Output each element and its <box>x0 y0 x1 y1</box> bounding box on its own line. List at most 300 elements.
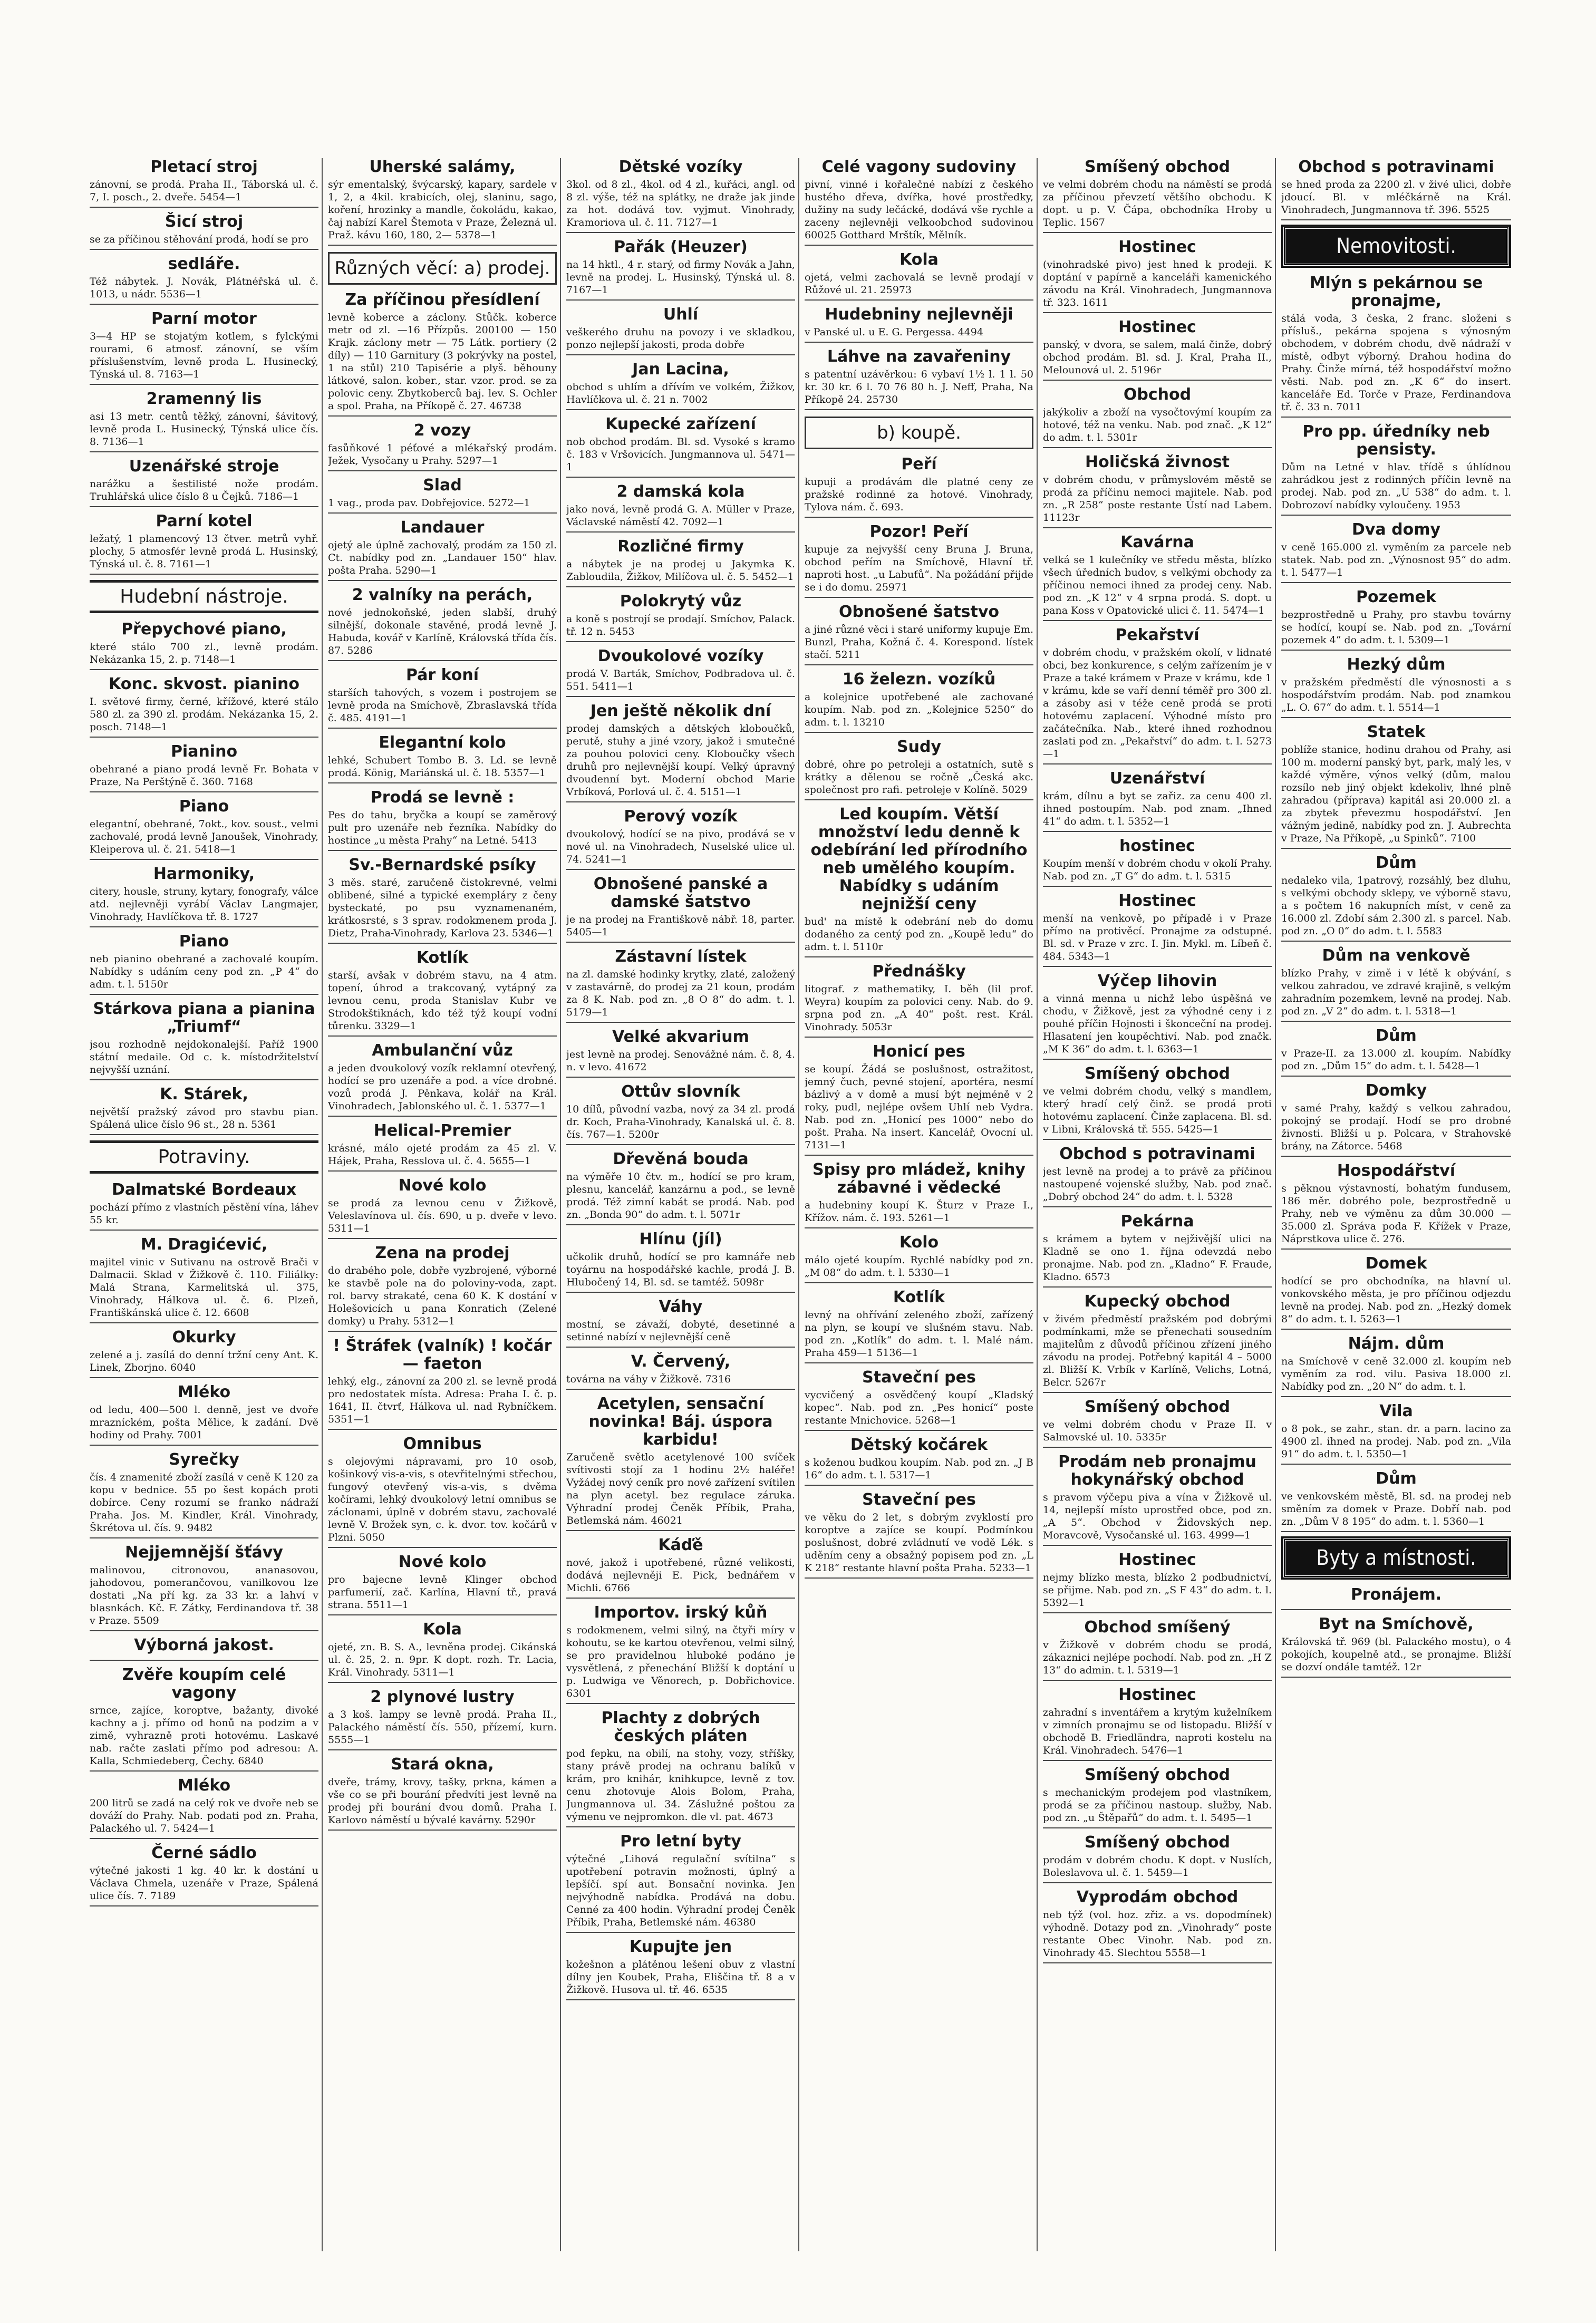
ad-title: Vyprodám obchod <box>1076 1888 1239 1906</box>
ad-title: Staveční pes <box>862 1368 976 1387</box>
ad-text: jest levně na prodej. Senovážné nám. č. 8, 4. n. v levo. 41672 <box>566 1049 795 1073</box>
classified-ad <box>90 743 318 792</box>
classified-ad <box>1281 1586 1511 1610</box>
column-2 <box>328 158 561 2251</box>
classified-ad <box>805 1234 1033 1283</box>
classified-ad <box>566 875 795 943</box>
ad-text: asi 13 metr. centů těžký, zánovní, šávitový, levně proda L. Husinecký, Týnská ulice čís. 8. 7136—1 <box>90 411 318 448</box>
ad-text: prodá V. Barták, Smíchov, Podbradova ul. č. 551. 5411—1 <box>566 668 795 692</box>
ad-text: a hudebniny koupí K. Šturz v Praze I., Křížov. nám. č. 193. 5261—1 <box>805 1199 1033 1224</box>
ad-title: sedláře. <box>168 255 240 273</box>
ad-text: neb pianino obehrané a zachovalé koupím. Nabídky s udáním ceny pod zn. „P 4“ do adm. t. l. 5150r <box>90 953 318 990</box>
ad-title: Plachty z dobrých českých pláten <box>601 1709 760 1745</box>
ad-title: Smíšený obchod <box>1084 158 1231 176</box>
ad-text: s pravom výčepu piva a vína v Žižkově ul. 14, nejlepší místo uprostřed obce, pod zn. „A 5“. Obchod v Židovských nep. Moravcově, Vysočanské ul. 163. 4999—1 <box>1043 1492 1272 1541</box>
ad-text: dveře, trámy, krovy, tašky, prkna, kámen a vše co se při bourání předvíti jest levně na prodej při bourání dvou domů. Praha I. Karlovo náměstí u bývalé kavárny. 5290r <box>328 1776 557 1826</box>
ad-title: 2 vozy <box>413 421 471 440</box>
ad-title: Dům <box>1376 1469 1417 1488</box>
ad-title: Rozličné firmy <box>617 537 744 556</box>
classified-ad <box>566 1353 795 1390</box>
ad-title: Dům <box>1376 854 1417 872</box>
ad-text: v pražském předměstí dle výnosnosti a s hospodářstvím prodám. Nab. pod znamkou „L. O. 67“ do adm. t. l. 5514—1 <box>1281 676 1511 713</box>
ad-text: pochází přímo z vlastních pěstění vína, láhev 55 kr. <box>90 1202 318 1226</box>
ad-text: a nábytek je na prodej u Jakymka K. Zabloudila, Žižkov, Milíčova ul. č. 5. 5452—1 <box>566 558 795 583</box>
ad-title: Omnibus <box>403 1435 482 1453</box>
classified-ad <box>328 1177 557 1239</box>
ad-title: Pro letní byty <box>620 1832 741 1851</box>
classified-ad <box>90 1777 318 1839</box>
classified-ad <box>1281 588 1511 651</box>
section-banner: Byty a místnosti. <box>1283 1538 1509 1577</box>
ad-text: bezprostředně u Prahy, pro stavbu továrny se hodící, koupí se. Nab. pod zn. „Tovární pozemek 4“ do adm. t. l. 5309—1 <box>1281 609 1511 646</box>
classified-ad <box>566 1150 795 1225</box>
ad-title: Pekárna <box>1120 1212 1194 1231</box>
ad-text: ve venkovském městě, Bl. sd. na prodej neb směním za domek v Praze. Dobří nab. pod zn. „Dům V 8 195“ do adm. t. l. 5360—1 <box>1281 1490 1511 1527</box>
ad-text: krám, dílnu a byt se zařiz. za cenu 400 zl. ihned postoupím. Nab. pod znam. „Ihned 41“ do adm. t. l. 5352—1 <box>1043 790 1272 827</box>
ad-text: málo ojeté koupím. Rychlé nabídky pod zn. „M 08“ do adm. t. l. 5330—1 <box>805 1254 1033 1279</box>
classified-ad <box>1281 521 1511 583</box>
ad-text: neb týž (vol. hoz. zřiz. a vs. dopodmínek) výhodně. Dotazy pod zn. „Vinohrady“ poste restante Obec Vinohr. Nab. pod zn. Vinohrady 45. Slechtou 5558—1 <box>1043 1909 1272 1959</box>
classified-ad <box>90 1544 318 1631</box>
classified-ad <box>1043 1398 1272 1448</box>
classified-ad <box>805 306 1033 343</box>
ad-title: Smíšený obchod <box>1084 1766 1231 1784</box>
ad-title: Dům <box>1376 1027 1417 1045</box>
classified-ad <box>90 158 318 208</box>
ad-title: Kupecké zařízení <box>605 415 756 433</box>
classified-ad <box>805 806 1033 957</box>
ad-text: s pěknou výstavností, bohatým fundusem, 186 měr. dobrého pole, bezprostředně u Prahy, neb ve výměnu za dům 30.000 — 35.000 zl. Správa poda F. Křížek v Praze, Náprstkova ulice č. 276. <box>1281 1183 1511 1245</box>
classified-ad <box>1043 1293 1272 1393</box>
ad-title: Dvoukolové vozíky <box>597 647 764 665</box>
ad-text: dvoukolový, hodící se na pivo, prodává se v nové ul. na Vinohradech, Nuselské ulice ul. 74. 5241—1 <box>566 828 795 865</box>
classified-ad <box>90 798 318 860</box>
classified-ad <box>805 671 1033 733</box>
classified-ad <box>1043 626 1272 764</box>
classified-ad <box>1043 892 1272 967</box>
classified-ad <box>1281 1082 1511 1157</box>
ad-text: krásné, málo ojeté prodám za 45 zl. V. Hájek, Praha, Resslova ul. č. 4. 5655—1 <box>328 1143 557 1167</box>
ad-text: a jiné různé věci i staré uniformy kupuje Em. Bunzl, Praha, Kožná č. 4. Korespond. lístek stačí. 5211 <box>805 624 1033 661</box>
classified-ad <box>1043 770 1272 832</box>
classified-ad <box>1043 1889 1272 1963</box>
classified-ad <box>566 1231 795 1293</box>
ad-title: ! Štráfek (valník) ! kočár — faeton <box>333 1337 552 1373</box>
ad-title: Kolo <box>899 1233 939 1252</box>
ad-text: levný na ohřívání zeleného zboží, zařízený na plyn, se koupí ve slušném stavu. Nab. pod zn. „Kotlík“ do adm. t. l. Malé nám. Praha 459—1 5136—1 <box>805 1309 1033 1359</box>
ad-title: Pronájem. <box>1350 1585 1442 1604</box>
ad-title: Hospodářství <box>1337 1162 1456 1180</box>
classified-ad <box>90 1666 318 1772</box>
ad-title: Zvěře koupím celé vagony <box>122 1666 286 1702</box>
ad-text: se za příčinou stěhování prodá, hodí se pro <box>90 234 309 245</box>
classified-ad <box>1281 1470 1511 1532</box>
ad-text: veškerého druhu na povozy i ve skladkou, ponzo nejlepší jakosti, proda dobře <box>566 326 795 351</box>
ad-title: Led koupím. Větší množství ledu denně k odebírání led přírodního neb umělého koupím. Nabídky s udáním nejnižší ceny <box>810 805 1028 913</box>
ad-text: levně koberce a záclony. Stůčk. koberce metr od zl. —16 Přízpůs. 200100 — 150 Krajk. záclony metr — 75 Látk. portiery (2 díly) — 110 Garnitury (3 pokrývky na postel, 1 na stůl) 210 Tapisérie a plyš. běhouny látkové, salon. kober., star. vzor. prod. se za polovic ceny. Zbytkoberců baj. lev. S. Ochler a spol. Praha, na Příkopě č. 27. 46738 <box>328 312 557 412</box>
classified-ad <box>90 255 318 305</box>
section-heading: Potraviny. <box>90 1140 318 1174</box>
ad-text: ve velmi dobrém chodu, velký s mandlem, který hradí celý činž. se prodá proti hotovému zaplacení. Činže zaplacena. Bl. sd. v Libni, Královská tř. 555. 5425—1 <box>1043 1086 1272 1135</box>
ad-text: lehké, Schubert Tombo B. 3. Ld. se levně prodá. König, Mariánská ul. č. 18. 5357—1 <box>328 754 557 779</box>
ad-text: a koně s postrojí se prodají. Smíchov, Palack. tř. 12 n. 5453 <box>566 613 795 637</box>
ad-text: jakýkoliv a zboží na vysočtovýmí koupím za hotové, též na venku. Nab. pod znač. „K 12“ do adm. t. l. 5301r <box>1043 406 1272 443</box>
ad-text: 3 měs. staré, zaručeně čistokrevné, velmi oblibené, silné a typické exempláry z čeny bysteckaté, po psu vyznamenaném, krátkosrsté, s 3 sprav. rodokmenem proda J. Dietz, Praha-Vinohrady, Karlova 23. 5346—1 <box>328 877 557 939</box>
ad-title: Šicí stroj <box>165 212 244 231</box>
ad-title: Hostinec <box>1118 238 1196 256</box>
ad-title: Pro pp. úředníky neb pensisty. <box>1302 422 1490 459</box>
ad-title: Mléko <box>177 1383 231 1401</box>
ad-text: vycvičený a osvědčený koupí „Kladský kopec“. Nab. pod zn. „Pes honicí“ poste restante Mnichovice. 5268—1 <box>805 1389 1033 1426</box>
ad-text: ležatý, 1 plamencový 13 čtver. metrů vyhř. plochy, 5 atmosfér levně prodá L. Husinský, Týnská ul. č. 8. 7161—1 <box>90 533 318 570</box>
ad-text: jsou rozhodně nejdokonalejší. Paříž 1900 státní medaile. Od c. k. místodržitelství nejvyšší uznání. <box>90 1039 318 1076</box>
classified-ad <box>1043 1686 1272 1761</box>
classified-ad <box>1043 318 1272 381</box>
classified-ad <box>1281 1615 1511 1678</box>
newspaper-page <box>90 158 1518 2251</box>
classified-ad <box>1281 947 1511 1022</box>
ad-title: Importov. irský kůň <box>594 1603 768 1622</box>
ad-text: kožešnon a plátěnou lešení obuv z vlastní dílny jen Koubek, Praha, Eliščina tř. 8 a v Žižkově. Husova ul. tř. 46. 6535 <box>566 1959 795 1996</box>
ad-text: a jeden dvoukolový vozík reklamní otevřený, hodící se pro uzenáře a pod. a více drobné. vozů prodá J. Pěnkava, kolář na Král. Vinohradech, Jablonského ul. č. 1. 5377—1 <box>328 1062 557 1112</box>
classified-ad <box>566 1028 795 1078</box>
classified-ad <box>1043 1065 1272 1140</box>
ad-title: Domek <box>1365 1254 1427 1273</box>
ad-text: v živém předměstí pražském pod dobrými podmínkami, mže se přenechati sousedním majitelům z důvodů příčinou zřízení jiného závodu na prodej. Potřebný kapitál 4 – 5000 zl. Bližší K. Vrbík v Karlíně, Velichs, Lotná, Belcr. 5267r <box>1043 1313 1272 1388</box>
ad-title: Dalmatské Bordeaux <box>111 1180 297 1199</box>
classified-ad <box>566 1395 795 1531</box>
classified-ad <box>566 361 795 410</box>
classified-ad <box>1281 1402 1511 1465</box>
classified-ad <box>328 1122 557 1172</box>
classified-ad <box>566 1604 795 1704</box>
classified-ad <box>566 538 795 587</box>
ad-title: Byt na Smíchově, <box>1319 1615 1474 1633</box>
ad-title: Nájm. dům <box>1348 1334 1445 1353</box>
column-3 <box>566 158 799 2251</box>
classified-ad <box>328 422 557 471</box>
ad-title: Dva domy <box>1351 520 1441 539</box>
ad-title: Pozemek <box>1356 588 1436 606</box>
classified-ad <box>328 1042 557 1117</box>
ad-title: Přepychové piano, <box>121 620 287 638</box>
classified-ad <box>566 238 795 301</box>
column-6 <box>1281 158 1514 2251</box>
ad-title: Nové kolo <box>398 1553 487 1571</box>
ad-text: citery, housle, struny, kytary, fonografy, válce atd. nejlevněji vyrábí Václav Langmajer, Vinohrady, Havlíčkova tř. 8. 1727 <box>90 886 318 923</box>
ad-text: I. světové firmy, černé, křížové, které stálo 580 zl. za 390 zl. prodám. Nekázanka 15, 2. posch. 7148—1 <box>90 696 318 733</box>
ad-text: pro bajecne levně Klinger obchod parfumerií, zač. Karlína, Hlavní tř., pravá strana. 5511—1 <box>328 1574 557 1611</box>
ad-title: Ambulanční vůz <box>372 1041 513 1060</box>
ad-title: Přednášky <box>872 962 966 981</box>
ad-text: v ceně 165.000 zl. vyměním za parcele neb statek. Nab. pod zn. „Výnosnost 95“ do adm. t. l. 5477—1 <box>1281 541 1511 578</box>
ad-title: Obchod smíšený <box>1084 1618 1231 1637</box>
ad-text: jako nová, levně prodá G. A. Müller v Praze, Václavské náměstí 42. 7092—1 <box>566 504 795 528</box>
ad-text: s rodokmenem, velmi silný, na čtyři míry v kohoutu, se ke kartou otevřenou, velmi silný, se pro pravidelnou hluboké podáno je vysvětlená, z přenechání Bližší k doptání u p. Ludwiga ve Věnorech, p. Dobřichovice. 6301 <box>566 1624 795 1699</box>
classified-ad <box>90 1086 318 1135</box>
classified-ad <box>805 523 1033 598</box>
ad-title: 2 plynové lustry <box>370 1688 515 1706</box>
classified-ad <box>1281 854 1511 942</box>
classified-ad <box>90 512 318 575</box>
classified-ad <box>90 1329 318 1378</box>
classified-ad <box>805 963 1033 1038</box>
ad-text: poblíže stanice, hodinu drahou od Prahy, asi 100 m. moderní panský byt, park, malý les, v každé výměre, výnos velký (dům, malou rozsílo neb jiný objekt kdekoliv, lhné plně zahradou (příprava) kapitál asi 20.000 zl. a za zbytek převezmu hospodářství. Jen vážným jedině, nabídky pod zn. J. Aubrechta v Praze, Na Příkopě, „u Spinků“. 7100 <box>1281 744 1511 844</box>
classified-ad <box>328 1435 557 1548</box>
classified-ad <box>1281 1162 1511 1250</box>
ad-text: v dobrém chodu, v pražském okolí, v lidnaté obci, bez konkurence, s celým zařízením je v Praze a také krámem v Praze v krámu, kde 1 v krámu, kde se vaří denní téměř pro 300 zl. a zásoby asi v téže ceně prodá se proti hotovému zaplacení. Výhodné místo pro začátečníka. Nab., které ihned rozhodnou zaslati pod zn. „Pekařství“ do adm. t. l. 5273—1 <box>1043 647 1272 760</box>
ad-text: na 14 hktl., 4 r. starý, od firmy Novák a Jahn, levně na prodej. L. Husinský, Týnská ul. 8. 7167—1 <box>566 259 795 296</box>
ad-text: v samé Prahy, každý s velkou zahradou, pokojný se prodají. Hodí se pro drobné živnosti. Bližší u p. Polcara, v Strahovské brány, na Zátorce. 5468 <box>1281 1102 1511 1152</box>
ad-title: Celé vagony sudoviny <box>821 158 1017 176</box>
ad-title: Helical-Premier <box>373 1121 511 1140</box>
ad-text: výtečné jakosti 1 kg. 40 kr. k dostání u Václava Chmela, uzenáře v Praze, Spálená ulice čís. 7. 7189 <box>90 1865 318 1902</box>
ad-text: se hned proda za 2200 zl. v živé ulici, dobře jdoucí. Bl. v mléčkárně na Král. Vinohradech, Jungmannova tř. 396. 5525 <box>1281 179 1511 216</box>
ad-text: ve velmi dobrém chodu v Praze II. v Salmovské ul. 10. 5335r <box>1043 1419 1272 1443</box>
classified-ad <box>1043 1834 1272 1883</box>
classified-ad <box>566 702 795 802</box>
classified-ad <box>1043 238 1272 313</box>
ad-text: které stálo 700 zl., levně prodám. Nekázanka 15, 2. p. 7148—1 <box>90 641 318 665</box>
ad-title: Parní kotel <box>156 512 253 530</box>
ad-title: Obchod <box>1123 385 1192 404</box>
ad-title: 2 damská kola <box>616 482 745 501</box>
ad-title: Hezký dům <box>1347 655 1446 674</box>
ad-text: nové, jakož i upotřebené, různé velikosti, dodává nejlevněji E. Pick, bednářem v Michli. 6766 <box>566 1557 795 1594</box>
ad-title: Hudebniny nejlevněji <box>825 305 1013 324</box>
ad-title: Zena na prodej <box>375 1244 510 1262</box>
ad-title: Stará okna, <box>391 1755 494 1774</box>
ad-title: Velké akvarium <box>612 1028 749 1046</box>
ad-title: M. Dragićević, <box>140 1235 268 1254</box>
classified-ad <box>1043 1551 1272 1613</box>
ad-title: Jen ještě několik dní <box>590 702 771 720</box>
ad-text: a vinná menna u nichž lebo úspěšná ve chodu, v Žižkově, jest za výhodné ceny i z pouhé příčin Hojnosti i škonceční na prodej. Hlasatení jen koupěchtiví. Nab. pod značk. „M K 36“ do adm. t. l. 6363—1 <box>1043 993 1272 1055</box>
ad-title: Kotlík <box>893 1288 945 1306</box>
ad-text: (vinohradské pivo) jest hned k prodeji. K doptání v papírně a kanceláři kamenického závodu na Král. Vinohradech, Jungmannova tř. 323. 1611 <box>1043 259 1272 308</box>
classified-ad <box>1043 1145 1272 1207</box>
ad-title: Kavárna <box>1120 533 1194 551</box>
classified-ad <box>328 789 557 851</box>
ad-text: s olejovými nápravami, pro 10 osob, košinkový vis-a-vis, s otevřitelnými střechou, fungový otevřený vis-a-vis, s dvěma kočírami, lehký dvoukolový letní omnibus se záclonami, úplně v dobrém stavu, zachovalé levně V. Brožek syn, c. k. dvor. tov. kočárů v Plzni. 5050 <box>328 1456 557 1543</box>
classified-ad <box>566 647 795 697</box>
ad-title: Syrečky <box>169 1450 239 1469</box>
ad-title: K. Stárek, <box>160 1085 248 1104</box>
classified-ad <box>805 1161 1033 1228</box>
classified-ad <box>90 621 318 670</box>
ad-text: kupuji a prodávám dle platné ceny ze pražské rodinné za hotové. Vinohrady, Tylova nám. č. 693. <box>805 476 1033 513</box>
ad-text: s mechanickým prodejem pod vlastníkem, prodá se za příčinou nastoup. služby, Nab. pod zn. „u Štěpařů“ do adm. t. l. 5495—1 <box>1043 1787 1272 1824</box>
classified-ad <box>1281 423 1511 516</box>
ad-title: Výborná jakost. <box>134 1636 274 1654</box>
ad-title: Výčep lihovin <box>1097 972 1217 990</box>
ad-text: na zl. damské hodinky krytky, zlaté, založený v zastavárně, do prodej za 21 koun, prodám za 8 K. Nab. pod zn. „8 O 8“ do adm. t. l. 5179—1 <box>566 969 795 1018</box>
classified-ad <box>805 603 1033 665</box>
classified-ad <box>566 1709 795 1827</box>
ad-title: Nové kolo <box>398 1176 487 1195</box>
ad-text: se koupí. Žádá se poslušnost, ostražitost, jemný čuch, pevné stojení, aportéra, nesmí bázlivý a v domě a musí být nejméně v 2 roky, pudl, nejlépe ovšem Uhlí neb Vydra. Nab. pod zn. „Honicí pes 1000“ nebo do pošt. Praha. Na insert. Kancelář, Ovocní ul. 7131—1 <box>805 1063 1033 1151</box>
classified-ad <box>805 348 1033 410</box>
ad-title: Dětský kočárek <box>850 1436 988 1454</box>
classified-ad <box>328 158 557 246</box>
ad-title: 2 valníky na perách, <box>352 586 533 604</box>
section-banner: Nemovitosti. <box>1283 227 1509 266</box>
ad-title: Smíšený obchod <box>1084 1064 1231 1083</box>
ad-text: sýr ementalský, švýcarský, kapary, sardele v 1, 2, a 4kil. krabicích, olej, slaninu, sago, koření, hrozinky a mandle, čokoládu, kakao, čaj nabízí Karel Štemota v Praze, Železná ul. Praž. kávu 160, 180, 2— 5378—1 <box>328 179 557 241</box>
ad-title: Prodá se levně : <box>370 788 515 807</box>
ad-title: Kola <box>899 250 939 269</box>
ad-title: Elegantní kolo <box>379 733 506 752</box>
classified-ad <box>90 1181 318 1231</box>
ad-title: Sv.-Bernardské psíky <box>349 856 536 874</box>
ad-title: Váhy <box>659 1298 703 1316</box>
ad-title: Pár koní <box>405 666 479 684</box>
ad-text: kupuje za nejvyšší ceny Bruna J. Bruna, obchod peřím na Smíchově, Hlavní tř. naproti host. „u Labuťů“. Na požádání přijde se i do domu. 25971 <box>805 544 1033 593</box>
classified-ad <box>328 477 557 514</box>
ad-title: Piano <box>179 797 229 816</box>
ad-text: mostní, se závaží, dobyté, desetinné a setinné nabízí v nejlevnější ceně <box>566 1319 795 1343</box>
classified-ad <box>805 1043 1033 1156</box>
classified-ad <box>328 291 557 417</box>
classified-ad <box>1043 1213 1272 1288</box>
classified-ad <box>328 1244 557 1332</box>
ad-title: Pekařství <box>1115 626 1200 644</box>
ad-text: stálá voda, 3 česka, 2 franc. složeni s přísluš., pekárna spojena s výnosným obchodem, v dobrém chodu, dvě nádraží v místě, odbyt výborný. Drahou hodina do Prahy. Činže mírná, též hospodářství možno věsti. Nab. pod zn. „K 6“ do insert. kanceláře Ed. Torče v Praze, Ferdinandova tř. č. 33 n. 7011 <box>1281 313 1511 413</box>
ad-text: v dobrém chodu, v průmyslovém městě se prodá za příčinu nemoci majitele. Nab. pod zn. „R 258“ poste restante Ústí nad Labem. 11123r <box>1043 474 1272 524</box>
classified-ad <box>566 948 795 1023</box>
classified-ad <box>90 1000 318 1080</box>
ad-title: Za příčinou přesídlení <box>345 291 540 309</box>
ad-text: učkolik druhů, hodící se pro kamnáře neb toyárnu na hospodářské kachle, prodá J. B. Hlubočený 14, Bl. sd. se tamtéž. 5098r <box>566 1251 795 1288</box>
ad-text: Královská tř. 969 (bl. Palackého mostu), o 4 pokojích, koupelně atd., se pronajme. Bližší se dozví ondále tamtéž. 12r <box>1281 1636 1511 1673</box>
classified-ad <box>1043 837 1272 887</box>
classified-ad <box>90 1236 318 1323</box>
classified-ad <box>328 734 557 783</box>
ad-title: Obnošené šatstvo <box>838 603 1000 621</box>
classified-ad <box>1043 534 1272 621</box>
ad-title: Hostinec <box>1118 1551 1196 1569</box>
ad-title: Mlýn s pekárnou se pronajme, <box>1309 274 1483 310</box>
ad-text: malinovou, citronovou, ananasovou, jahodovou, pomerančovou, vanilkovou lze dostati „Na pří kg. za 33 kr. a lahví v blasnkách. Kč. F. Zátky, Ferdinandova tř. 38 v Praze. 5509 <box>90 1564 318 1627</box>
ad-title: Uzenářství <box>1109 769 1205 788</box>
ad-text: Zaručeně světlo acetylenové 100 svíček svítivosti stojí za 1 hodinu 2½ haléře! Vyžádej nový ceník pro nové zařízení svítilen na plyn acetyl. bez regulace záruka. Výhradní prodej Čeněk Příbik, Praha, Betlemská nám. 46021 <box>566 1451 795 1526</box>
ad-text: v Praze-II. za 13.000 zl. koupím. Nabídky pod zn. „Dům 15“ do adm. t. l. 5428—1 <box>1281 1048 1511 1072</box>
classified-ad <box>805 1289 1033 1363</box>
ad-text: s koženou budkou koupím. Nab. pod zn. „J B 16“ do adm. t. l. 5317—1 <box>805 1457 1033 1481</box>
ad-text: továrna na váhy v Žižkově. 7316 <box>566 1373 731 1385</box>
ad-text: a kolejnice upotřebené ale zachované koupím. Nab. pod zn. „Kolejnice 5250“ do adm. t. l. 13210 <box>805 691 1033 728</box>
ad-text: ojetá, velmi zachovalá se levně prodají v Růžové ul. 21. 25973 <box>805 272 1033 296</box>
ad-title: Kotlík <box>416 948 469 967</box>
ad-text: dobré, ohre po petroleji a ostatních, sutě s krátky a dělenou se ročně „Česká akc. společnost pro rafi. petroleje v Kolíně. 5029 <box>805 759 1033 796</box>
classified-ad <box>328 1756 557 1831</box>
classified-ad <box>566 1938 795 2000</box>
classified-ad <box>328 586 557 661</box>
ad-text: jest levně na prodej a to právě za příčinou nastoupené vojenské služby, Nab. pod znač. „Dobrý obchod 24“ do adm. t. l. 5328 <box>1043 1166 1272 1203</box>
classified-ad <box>90 1637 318 1661</box>
classified-ad <box>1281 1335 1511 1397</box>
ad-text: se prodá za levnou cenu v Žižkově, Veleslavínova ul. čís. 690, u p. dveře v levo. 5311—1 <box>328 1197 557 1234</box>
ad-text: ojetý ale úplně zachovalý, prodám za 150 zl. Ct. nabídky pod zn. „Landauer 150“ hlav. pošta Praha. 5290—1 <box>328 539 557 576</box>
ad-text: zelené a j. zasílá do denní tržní ceny Ant. K. Linek, Zborjno. 6040 <box>90 1349 318 1373</box>
ad-title: Kola <box>423 1620 462 1639</box>
classified-ad <box>805 738 1033 800</box>
classified-ad <box>566 593 795 642</box>
classified-ad <box>90 675 318 738</box>
ad-title: Parní motor <box>151 309 257 328</box>
ad-text: v Panské ul. u E. G. Pergessa. 4494 <box>805 326 983 338</box>
ad-title: Pletací stroj <box>150 158 258 176</box>
ad-title: Perový vozík <box>624 807 738 826</box>
ad-title: Obchod s potravinami <box>1298 158 1494 176</box>
classified-ad <box>1043 972 1272 1060</box>
ad-title: Slad <box>423 476 462 495</box>
ad-title: Piano <box>179 932 229 951</box>
ad-text: fasůňkové 1 péťové a mlékařský prodám. Ježek, Vysočany u Prahy. 5297—1 <box>328 442 557 467</box>
column-4 <box>805 158 1038 2251</box>
classified-ad <box>328 856 557 944</box>
ad-title: Dětské vozíky <box>618 158 743 176</box>
ad-text: velká se 1 kulečníky ve středu města, blízko všech úředních budov, s velkými obchody za příčinou nemoci ihned za prodej ceny. Nab. pod zn. „K 12“ v 4 srpna prodá. S. dopt. u pana Koss v Opatovické ulici č. 11. 5474—1 <box>1043 554 1272 616</box>
ad-title: Okurky <box>172 1328 236 1347</box>
classified-ad <box>805 1369 1033 1431</box>
classified-ad <box>328 519 557 581</box>
ad-text: nedaleko vila, 1patrový, rozsáhlý, bez dluhu, s velkými obchody sklepy, ve výborně stavu, a s počtem 16 nakupních míst, v ceně za 16.000 zl. Zdobí sám 2.300 zl. s parcel. Nab. pod zn. „O 0“ do adm. t. l. 5583 <box>1281 875 1511 937</box>
ad-text: 10 dílů, původní vazba, nový za 34 zl. prodá dr. Koch, Praha-Vinohrady, Kanalská ul. č. 8. čís. 767—1. 5200r <box>566 1104 795 1140</box>
ad-title: Černé sádlo <box>151 1844 257 1862</box>
classified-ad <box>805 158 1033 246</box>
ad-title: Landauer <box>400 518 485 537</box>
ad-text: zánovní, se prodá. Praha II., Táborská ul. č. 7, I. posch., 2. dveře. 5454—1 <box>90 179 318 203</box>
ad-text: s krámem a bytem v nejživější ulici na Kladně se ono 1. října odevzdá nebo pronajme. Nab. pod zn. „Kladno“ F. Fraude, Kladno. 6573 <box>1043 1233 1272 1283</box>
classified-ad <box>1281 1255 1511 1330</box>
ad-text: panský, v dvora, se salem, malá činže, dobrý obchod prodám. Bl. sd. J. Kral, Praha II., Melounová ul. 2. 5196r <box>1043 339 1272 376</box>
classified-ad <box>90 865 318 927</box>
classified-ad <box>566 1536 795 1599</box>
classified-ad <box>90 1451 318 1538</box>
ad-title: Pařák (Heuzer) <box>614 238 748 256</box>
ad-title: Harmoniky, <box>153 865 255 883</box>
classified-ad <box>328 949 557 1037</box>
ad-text: nejmy blízko mesta, blízko 2 podbudnictví, se přijme. Nab. pod zn. „S F 43“ do adm. t. l. 5392—1 <box>1043 1572 1272 1609</box>
ad-title: Statek <box>1367 723 1426 741</box>
classified-ad <box>328 1621 557 1683</box>
ad-text: ve věku do 2 let, s dobrým zvyklostí pro koroptve a zajíce se koupí. Podmínkou poslušnost, dobré zvládnutí ve vodě Lék. s uděním ceny a obsažný popisem pod zn. „L K 218“ restante hlavní pošta Praha. 5233—1 <box>805 1512 1033 1574</box>
ad-title: Mléko <box>177 1776 231 1795</box>
ad-text: prodám v dobrém chodu. K dopt. v Nuslích, Boleslavova ul. č. 1. 5459—1 <box>1043 1854 1272 1879</box>
ad-text: narážku a šestilisté nože prodám. Truhlářská ulice číslo 8 u Čejků. 7186—1 <box>90 478 318 502</box>
classified-ad <box>1281 723 1511 849</box>
ad-title: Smíšený obchod <box>1084 1398 1231 1416</box>
ad-title: Hostinec <box>1118 318 1196 336</box>
ad-title: Zástavní lístek <box>615 947 747 966</box>
ad-title: Pozor! Peří <box>869 522 969 541</box>
ad-text: ojeté, zn. B. S. A., levněna prodej. Cikánská ul. č. 25, 2. n. 9pr. K dopt. rozh. Tr. Lacia, Král. Vinohrady. 5311—1 <box>328 1641 557 1678</box>
ad-title: Honicí pes <box>873 1042 965 1061</box>
ad-title: Ottův slovník <box>621 1082 740 1101</box>
ad-text: čís. 4 znamenité zboží zasílá v ceně K 120 za kopu v bednice. 55 po šest kopách proti dobírce. Ceny rozumí se franko nádraží Praha. Jos. M. Kindler, Král. Vinohrady, Škrétova ul. čís. 9. 9482 <box>90 1472 318 1534</box>
classified-ad <box>1281 274 1511 418</box>
ad-title: Stárkova piana a pianina „Triumf“ <box>93 1000 315 1036</box>
classified-ad <box>90 310 318 385</box>
ad-title: Holičská živnost <box>1085 453 1230 471</box>
ad-title: 16 železn. vozíků <box>842 670 996 689</box>
classified-ad <box>1281 656 1511 718</box>
ad-text: Dům na Letné v hlav. třídě s úhlídnou zahrádkou jest z rodinných příčin levně na prodej. Nab. pod zn. „U 538“ do adm. t. l. Dobrozoví nabídky vyloučeny. 1953 <box>1281 461 1511 511</box>
ad-title: Vila <box>1379 1402 1413 1420</box>
ad-text: 3—4 HP se stojatým kotlem, s fylckými rourami, 6 atmosf. zánovní, se vším příslušenstvím, levně proda L. Husinecký, Týnská ul. 8. 7163—1 <box>90 331 318 380</box>
ad-title: Obnošené panské a damské šatstvo <box>593 875 768 911</box>
